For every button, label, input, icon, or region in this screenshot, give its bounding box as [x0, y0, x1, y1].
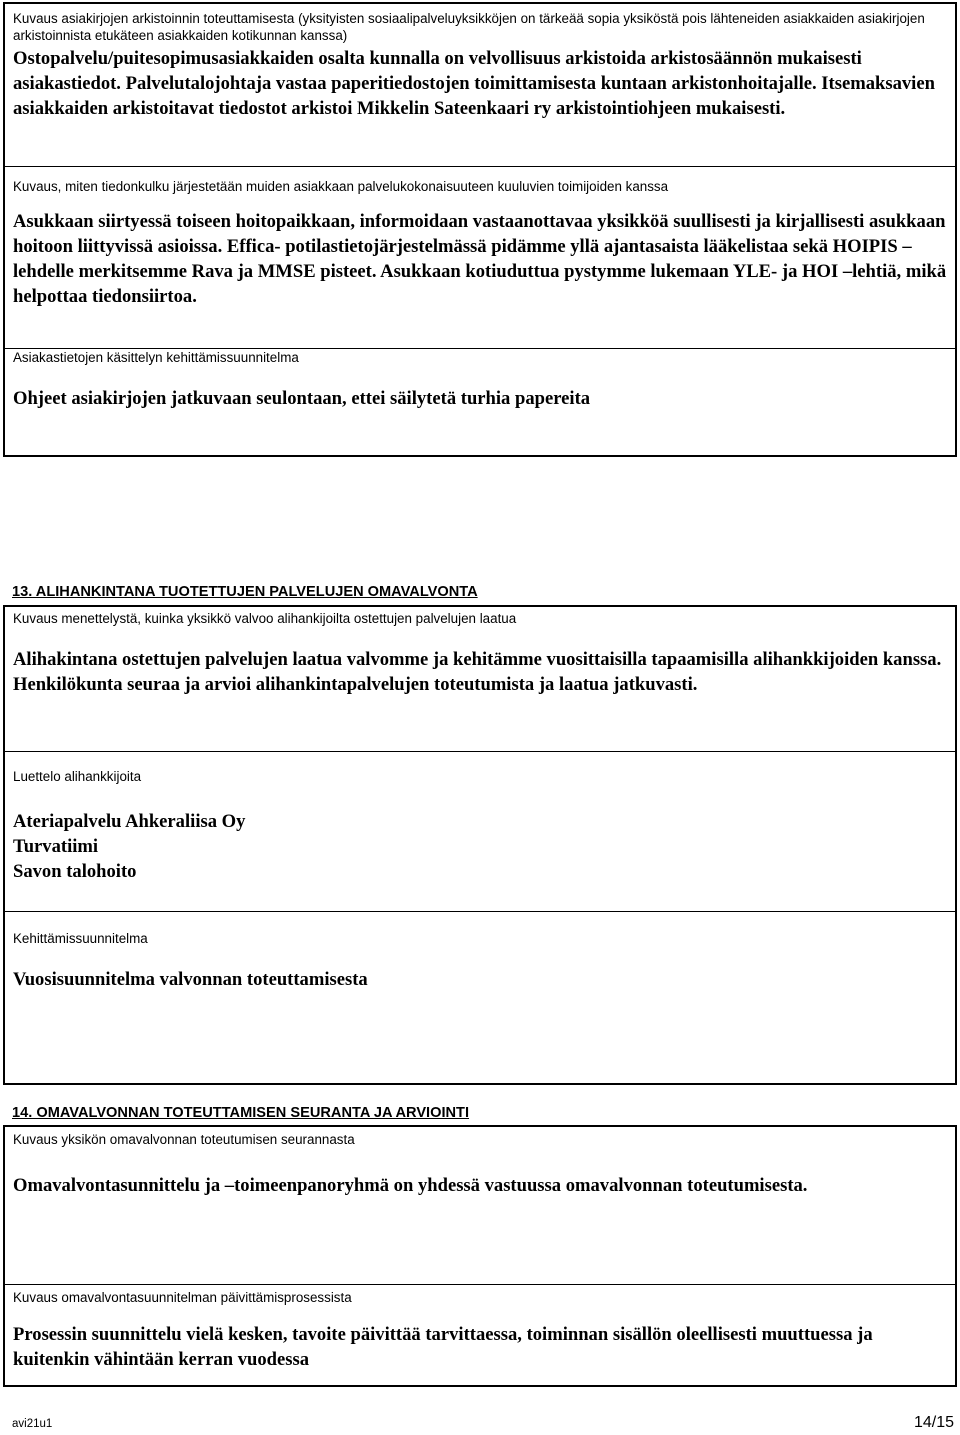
- follow-up-text: Omavalvontasunnittelu ja –toimeenpanoryhmä on yhdessä vastuussa omavalvonnan toteutumisesta.: [13, 1175, 808, 1196]
- follow-up-section: [5, 1127, 955, 1284]
- update-text: Prosessin suunnittelu vielä kesken, tavoite päivittää tarvittaessa, toiminnan sisällön oleellisesti muuttuessa ja kuitenkin vähintään kerran vuodessa: [13, 1324, 873, 1370]
- update-label: Kuvaus omavalvontasuunnitelman päivittämisprosessista: [13, 1290, 352, 1305]
- footer-doc-code: avi21u1: [12, 1418, 53, 1430]
- archiving-box: [3, 2, 957, 457]
- section-14-heading: 14. OMAVALVONNAN TOTEUTTAMISEN SEURANTA JA ARVIOINTI: [12, 1105, 470, 1121]
- data-plan-text: Ohjeet asiakirjojen jatkuvaan seulontaan, ettei säilytetä turhia papereita: [13, 388, 591, 409]
- info-flow-text: Asukkaan siirtyessä toiseen hoitopaikkaan, informoidaan vastaanottavaa yksikköä suullisesti ja kirjallisesti asukkaan hoitoon liittyvissä asioissa. Effica- potilastietojärjestelmässä pidämme yllä ajantasaista lääkelistaa sekä HOIPIS –lehdelle merkitsemme Rava ja MMSE pisteet. Asukkaan kotiuduttua pystymme lukemaan YLE- ja HOI –lehtiä, mikä helpottaa tiedonsiirtoa.: [13, 211, 947, 307]
- section-13-plan-label: Kehittämissuunnitelma: [13, 931, 148, 946]
- subcontractors-label: Luettelo alihankkijoita: [13, 769, 142, 784]
- archiving-section: [5, 4, 955, 166]
- monitoring-label: Kuvaus menettelystä, kuinka yksikkö valvoo alihankijoilta ostettujen palvelujen laatua: [13, 611, 517, 626]
- footer-page-number: 14/15: [913, 1414, 954, 1431]
- data-plan-label: Asiakastietojen käsittelyn kehittämissuunnitelma: [13, 350, 299, 365]
- monitoring-section: [5, 607, 955, 751]
- info-flow-label: Kuvaus, miten tiedonkulku järjestetään muiden asiakkaan palvelukokonaisuuteen kuuluvien toimijoiden kanssa: [13, 179, 669, 194]
- section-13-plan-text: Vuosisuunnitelma valvonnan toteuttamisesta: [13, 969, 368, 990]
- section-13-box: [3, 605, 957, 1085]
- monitoring-line-1: Alihakintana ostettujen palvelujen laatua valvomme ja kehitämme vuosittaisilla tapaamisilla alihankkijoiden kanssa.: [13, 649, 942, 670]
- subcontractors-section: [5, 751, 955, 911]
- update-section: [5, 1284, 955, 1385]
- subcontractor-item: Ateriapalvelu Ahkeraliisa Oy: [13, 811, 246, 832]
- monitoring-line-2: Henkilökunta seuraa ja arvioi alihankintapalvelujen toteutumista ja laatua jatkuvasti.: [13, 674, 698, 695]
- section-14-box: [3, 1125, 957, 1387]
- follow-up-label: Kuvaus yksikön omavalvonnan toteutumisen seurannasta: [13, 1132, 355, 1147]
- archiving-label: Kuvaus asiakirjojen arkistoinnin toteuttamisesta (yksityisten sosiaalipalveluyksikköjen on tärkeää sopia yksiköstä pois lähteneiden asiakkaiden asiakirjojen arkistoinnista etukäteen asiakkaiden kotikunnan kanssa): [13, 11, 925, 43]
- section-13-plan-section: [5, 911, 955, 1083]
- archiving-text: Ostopalvelu/puitesopimusasiakkaiden osalta kunnalla on velvollisuus arkistoida arkistosäännön mukaisesti asiakastiedot. Palvelutalojohtaja vastaa paperitiedostojen toimittamisesta kuntaan arkistonhoitajalle. Itsemaksavien asiakkaiden arkistoitavat tiedostot arkistoi Mikkelin Sateenkaari ry arkistointiohjeen mukaisesti.: [13, 48, 935, 119]
- data-plan-section: [5, 348, 955, 455]
- section-13-heading: 13. ALIHANKINTANA TUOTETTUJEN PALVELUJEN OMAVALVONTA: [12, 584, 478, 600]
- subcontractor-item: Turvatiimi: [13, 836, 99, 857]
- monitoring-text: [13, 647, 947, 697]
- subcontractor-list: [13, 809, 947, 884]
- subcontractor-item: Savon talohoito: [13, 861, 137, 882]
- info-flow-section: [5, 166, 955, 348]
